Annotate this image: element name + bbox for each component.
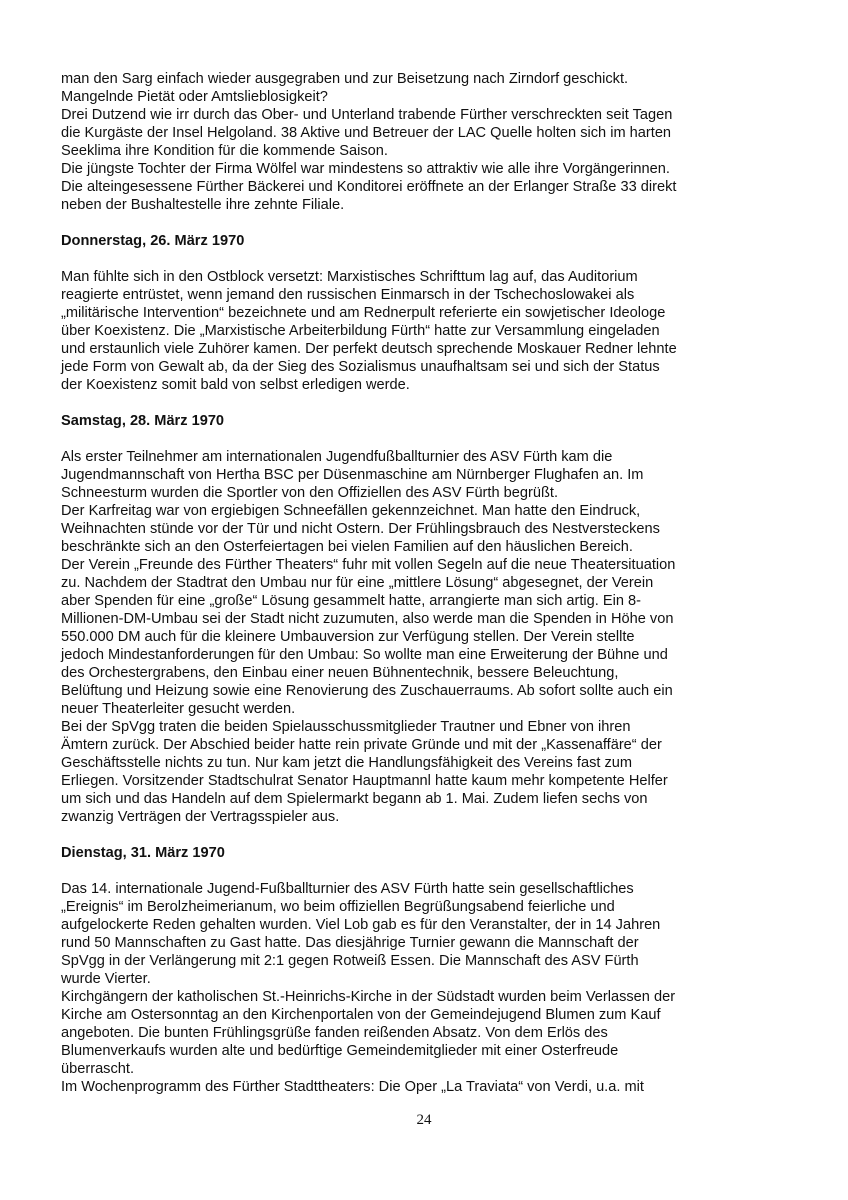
- date-heading: Samstag, 28. März 1970: [61, 413, 225, 429]
- body-line: Drei Dutzend wie irr durch das Ober- und Unterland trabende Fürther verschreckten seit Tagen: [61, 107, 673, 123]
- body-line: Mangelnde Pietät oder Amtslieblosigkeit?: [61, 89, 328, 105]
- body-line: „militärische Intervention“ bezeichnete und am Rednerpult referierte ein sowjetischer Ideologe: [61, 305, 666, 321]
- body-line: Erliegen. Vorsitzender Stadtschulrat Senator Hauptmannl hatte kaum mehr kompetente Helfer: [61, 773, 668, 789]
- body-line: wurde Vierter.: [61, 971, 151, 987]
- body-line: reagierte entrüstet, wenn jemand den russischen Einmarsch in der Tschechoslowakei als: [61, 287, 635, 303]
- body-line: über Koexistenz. Die „Marxistische Arbeiterbildung Fürth“ hatte zur Versammlung eingeladen: [61, 323, 660, 339]
- body-line: Der Verein „Freunde des Fürther Theaters“ fuhr mit vollen Segeln auf die neue Theatersituation: [61, 557, 676, 573]
- body-line: Millionen-DM-Umbau sei der Stadt nicht zuzumuten, also werde man die Spenden in Höhe von: [61, 611, 674, 627]
- body-line: neuer Theaterleiter gesucht werden.: [61, 701, 296, 717]
- body-line: Ämtern zurück. Der Abschied beider hatte rein private Gründe und mit der „Kassenaffäre“ der: [61, 737, 662, 753]
- body-line: Als erster Teilnehmer am internationalen Jugendfußballturnier des ASV Fürth kam die: [61, 449, 613, 465]
- body-line: Seeklima ihre Kondition für die kommende Saison.: [61, 143, 388, 159]
- body-line: Geschäftsstelle nichts zu tun. Nur kam jetzt die Handlungsfähigkeit des Vereins fast zum: [61, 755, 633, 771]
- body-line: Die jüngste Tochter der Firma Wölfel war mindestens so attraktiv wie alle ihre Vorgängerinnen.: [61, 161, 670, 177]
- body-line: aber Spenden für eine „große“ Lösung gesammelt hatte, arrangierte man sich artig. Ein 8-: [61, 593, 642, 609]
- body-line: Kirche am Ostersonntag an den Kirchenportalen von der Gemeindejugend Blumen zum Kauf: [61, 1007, 661, 1023]
- page-body: [61, 70, 781, 1096]
- body-line: aufgelockerte Reden gehalten wurden. Viel Lob gab es für den Veranstalter, der in 14 Jahren: [61, 917, 661, 933]
- body-line: die Kurgäste der Insel Helgoland. 38 Aktive und Betreuer der LAC Quelle holten sich im harten: [61, 125, 672, 141]
- entry-tuesday: [61, 844, 781, 1096]
- body-line: des Orchestergrabens, den Einbau einer neuen Bühnentechnik, bessere Beleuchtung,: [61, 665, 619, 681]
- body-line: zu. Nachdem der Stadtrat den Umbau nur für eine „mittlere Lösung“ abgesegnet, der Verein: [61, 575, 654, 591]
- body-line: Der Karfreitag war von ergiebigen Schneefällen gekennzeichnet. Man hatte den Eindruck,: [61, 503, 641, 519]
- body-line: jedoch Mindestanforderungen für den Umbau: So wollte man eine Erweiterung der Bühne und: [61, 647, 668, 663]
- body-line: Im Wochenprogramm des Fürther Stadttheaters: Die Oper „La Traviata“ von Verdi, u.a. mit: [61, 1079, 644, 1095]
- body-line: überrascht.: [61, 1061, 135, 1077]
- body-line: Das 14. internationale Jugend-Fußballturnier des ASV Fürth hatte sein gesellschaftliches: [61, 881, 634, 897]
- body-line: Kirchgängern der katholischen St.-Heinrichs-Kirche in der Südstadt wurden beim Verlassen der: [61, 989, 676, 1005]
- body-line: zwanzig Verträgen der Vertragsspieler aus.: [61, 809, 340, 825]
- body-line: Die alteingesessene Fürther Bäckerei und Konditorei eröffnete an der Erlanger Straße 33 direkt: [61, 179, 677, 195]
- body-line: angeboten. Die bunten Frühlingsgrüße fanden reißenden Absatz. Von dem Erlös des: [61, 1025, 608, 1041]
- body-line: jede Form von Gewalt ab, da der Sieg des Sozialismus unaufhaltsam sei und sich der Status: [61, 359, 660, 375]
- entry-thursday: [61, 232, 781, 394]
- body-line: Jugendmannschaft von Hertha BSC per Düsenmaschine am Nürnberger Flughafen an. Im: [61, 467, 644, 483]
- body-line: Man fühlte sich in den Ostblock versetzt: Marxistisches Schrifttum lag auf, das Auditorium: [61, 269, 638, 285]
- body-line: der Koexistenz somit bald von selbst erledigen werde.: [61, 377, 410, 393]
- body-line: Blumenverkaufs wurden alte und bedürftige Gemeindemitglieder mit einer Osterfreude: [61, 1043, 619, 1059]
- body-line: und erstaunlich viele Zuhörer kamen. Der perfekt deutsch sprechende Moskauer Redner lehnte: [61, 341, 677, 357]
- date-heading: Dienstag, 31. März 1970: [61, 845, 225, 861]
- entry-saturday: [61, 412, 781, 826]
- body-line: Bei der SpVgg traten die beiden Spielausschussmitglieder Trautner und Ebner von ihren: [61, 719, 631, 735]
- body-line: Weihnachten stünde vor der Tür und nicht Ostern. Der Frühlingsbrauch des Nestversteckens: [61, 521, 660, 537]
- body-line: neben der Bushaltestelle ihre zehnte Filiale.: [61, 197, 345, 213]
- body-line: rund 50 Mannschaften zu Gast hatte. Das diesjährige Turnier gewann die Mannschaft der: [61, 935, 639, 951]
- body-line: 550.000 DM auch für die kleinere Umbauversion zur Verfügung stellen. Der Verein stellte: [61, 629, 635, 645]
- body-line: Belüftung und Heizung sowie eine Renovierung des Zuschauerraums. Ab sofort sollte auch ein: [61, 683, 673, 699]
- body-line: Schneesturm wurden die Sportler von den Offiziellen des ASV Fürth begrüßt.: [61, 485, 558, 501]
- intro-paragraphs: [61, 70, 781, 214]
- body-line: um sich und das Handeln auf dem Spielermarkt begann ab 1. Mai. Zudem liefen sechs von: [61, 791, 648, 807]
- body-line: man den Sarg einfach wieder ausgegraben und zur Beisetzung nach Zirndorf geschickt.: [61, 71, 629, 87]
- body-line: „Ereignis“ im Berolzheimerianum, wo beim offiziellen Begrüßungsabend feierliche und: [61, 899, 615, 915]
- body-line: SpVgg in der Verlängerung mit 2:1 gegen Rotweiß Essen. Die Mannschaft des ASV Fürth: [61, 953, 639, 969]
- body-line: beschränkte sich an den Osterfeiertagen bei vielen Familien auf den häuslichen Bereich.: [61, 539, 633, 555]
- page-number: 24: [416, 1112, 432, 1128]
- date-heading: Donnerstag, 26. März 1970: [61, 233, 245, 249]
